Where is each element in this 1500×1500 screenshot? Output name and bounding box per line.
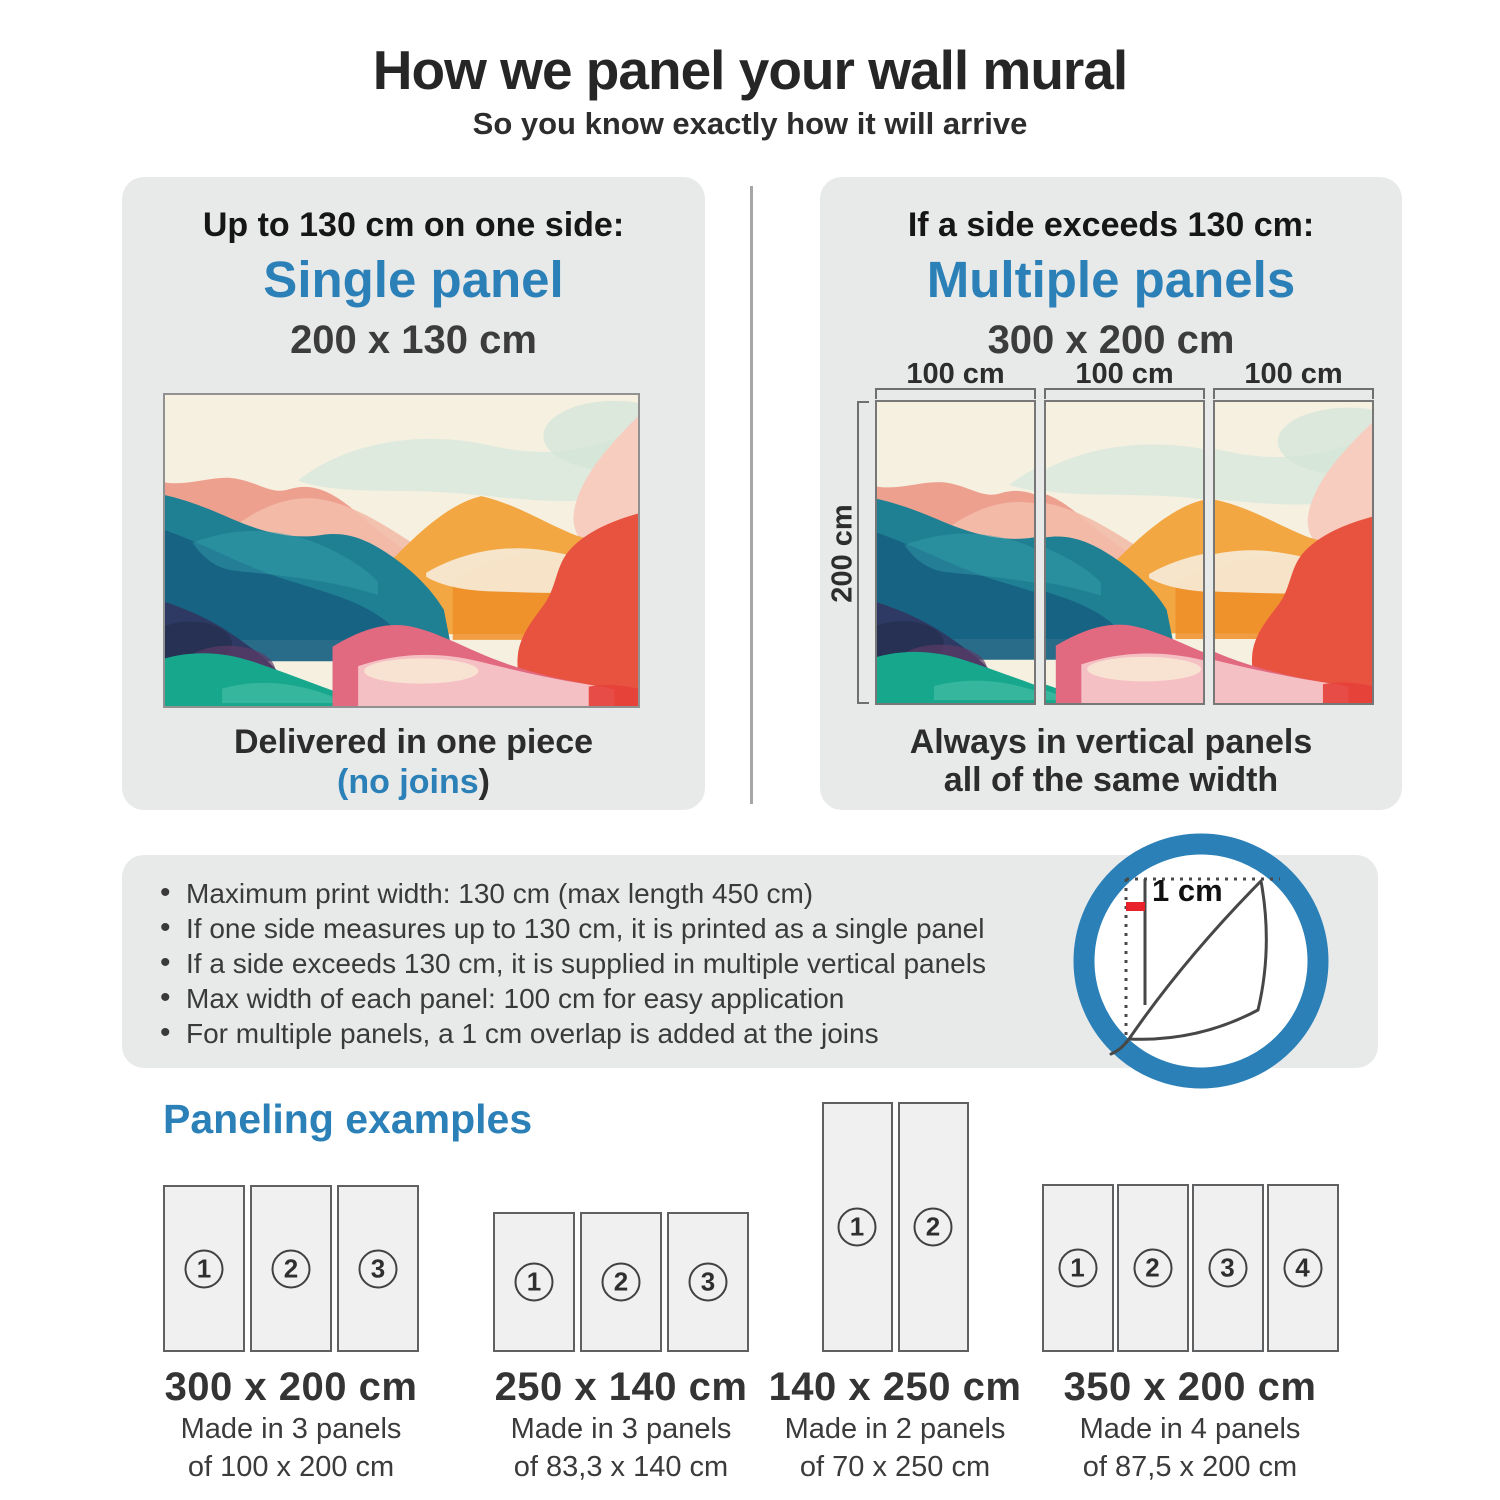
example-panel-count: Made in 4 panels bbox=[1079, 1413, 1301, 1445]
single-panel-caption-line1: Delivered in one piece bbox=[233, 723, 594, 761]
single-panel-condition: Up to 130 cm on one side: bbox=[202, 206, 625, 244]
example-350x200 bbox=[1030, 1090, 1350, 1486]
example-panel bbox=[898, 1102, 969, 1352]
info-bullet: • For multiple panels, a 1 cm overlap is added at the joins bbox=[160, 1016, 986, 1051]
width-bracket-2 bbox=[1044, 388, 1205, 399]
width-label-3: 100 cm bbox=[1244, 358, 1343, 390]
example-panel bbox=[1117, 1184, 1189, 1352]
page-subtitle: So you know exactly how it will arrive bbox=[472, 106, 1028, 141]
panel-number-badge: 4 bbox=[1283, 1249, 1322, 1288]
width-label-1: 100 cm bbox=[906, 358, 1005, 390]
mural-panel-slice-2 bbox=[1044, 400, 1205, 705]
panel-number-badge: 3 bbox=[1208, 1249, 1247, 1288]
panel-number-badge: 1 bbox=[185, 1249, 224, 1288]
multiple-panels-caption-line2: all of the same width bbox=[943, 761, 1279, 799]
example-panel bbox=[1042, 1184, 1114, 1352]
single-panel-mural-image bbox=[163, 393, 640, 708]
panel-number-badge: 1 bbox=[838, 1208, 877, 1247]
example-size: 350 x 200 cm bbox=[1063, 1365, 1317, 1409]
width-label-2: 100 cm bbox=[1075, 358, 1174, 390]
example-panel bbox=[250, 1185, 332, 1352]
example-panel-row bbox=[461, 1090, 781, 1352]
example-panel-row bbox=[131, 1090, 451, 1352]
example-panel-count: Made in 3 panels bbox=[510, 1413, 732, 1445]
panel-number-badge: 1 bbox=[515, 1263, 554, 1302]
example-300x200 bbox=[131, 1090, 451, 1486]
example-panel-dims: of 87,5 x 200 cm bbox=[1082, 1451, 1298, 1483]
info-bullet: • If a side exceeds 130 cm, it is supplied in multiple vertical panels bbox=[160, 946, 986, 981]
info-bullet: • Maximum print width: 130 cm (max length 450 cm) bbox=[160, 876, 986, 911]
example-size: 300 x 200 cm bbox=[164, 1365, 418, 1409]
example-panel bbox=[1192, 1184, 1264, 1352]
height-label: 200 cm bbox=[826, 504, 859, 603]
panel-number-badge: 2 bbox=[914, 1208, 953, 1247]
example-panel-count: Made in 3 panels bbox=[180, 1413, 402, 1445]
one-cm-marker bbox=[1126, 902, 1145, 911]
example-panel bbox=[493, 1212, 575, 1352]
example-250x140 bbox=[461, 1090, 781, 1486]
single-panel-title: Single panel bbox=[263, 251, 564, 308]
example-size: 250 x 140 cm bbox=[494, 1365, 748, 1409]
overlap-icon-label: 1 cm bbox=[1152, 873, 1223, 908]
example-panel-row bbox=[735, 1090, 1055, 1352]
examples-heading: Paneling examples bbox=[163, 1096, 533, 1142]
multiple-panels-condition: If a side exceeds 130 cm: bbox=[907, 206, 1315, 244]
panel-number-badge: 3 bbox=[359, 1249, 398, 1288]
example-140x250 bbox=[735, 1090, 1055, 1486]
mural-panel-strip bbox=[875, 400, 1374, 705]
example-panel bbox=[337, 1185, 419, 1352]
multiple-panels-caption-line1: Always in vertical panels bbox=[909, 723, 1313, 761]
card-divider-line bbox=[750, 186, 753, 804]
page-title: How we panel your wall mural bbox=[372, 39, 1128, 101]
close-paren: ) bbox=[478, 763, 490, 801]
example-panel-count: Made in 2 panels bbox=[784, 1413, 1006, 1445]
panel-number-badge: 1 bbox=[1058, 1249, 1097, 1288]
example-panel bbox=[163, 1185, 245, 1352]
open-paren: ( bbox=[337, 763, 349, 801]
single-panel-size: 200 x 130 cm bbox=[290, 318, 537, 362]
panel-number-badge: 2 bbox=[272, 1249, 311, 1288]
example-panel-dims: of 70 x 250 cm bbox=[799, 1451, 991, 1483]
multiple-panels-size: 300 x 200 cm bbox=[987, 318, 1235, 362]
mural-panel-slice-1 bbox=[875, 400, 1036, 705]
panel-number-badge: 2 bbox=[1133, 1249, 1172, 1288]
panel-number-badge: 2 bbox=[602, 1263, 641, 1302]
example-panel bbox=[822, 1102, 893, 1352]
single-panel-card bbox=[122, 177, 705, 810]
example-size: 140 x 250 cm bbox=[768, 1365, 1022, 1409]
no-joins-highlight: no joins bbox=[348, 763, 479, 801]
panel-number-badge: 3 bbox=[689, 1263, 728, 1302]
info-bullet: • Max width of each panel: 100 cm for easy application bbox=[160, 981, 986, 1016]
example-panel bbox=[1267, 1184, 1339, 1352]
multiple-panels-title: Multiple panels bbox=[926, 251, 1296, 308]
info-bullet: • If one side measures up to 130 cm, it is printed as a single panel bbox=[160, 911, 986, 946]
overlap-diagram-icon bbox=[1068, 829, 1332, 1093]
example-panel-dims: of 83,3 x 140 cm bbox=[513, 1451, 729, 1483]
example-panel-dims: of 100 x 200 cm bbox=[187, 1451, 395, 1483]
mural-panel-slice-3 bbox=[1213, 400, 1374, 705]
info-bullet-list bbox=[160, 876, 986, 1051]
example-panel bbox=[580, 1212, 662, 1352]
example-panel-row bbox=[1030, 1090, 1350, 1352]
width-bracket-1 bbox=[875, 388, 1036, 399]
single-panel-caption-line2 bbox=[122, 763, 705, 802]
multiple-panels-card bbox=[820, 177, 1402, 810]
width-bracket-3 bbox=[1213, 388, 1374, 399]
